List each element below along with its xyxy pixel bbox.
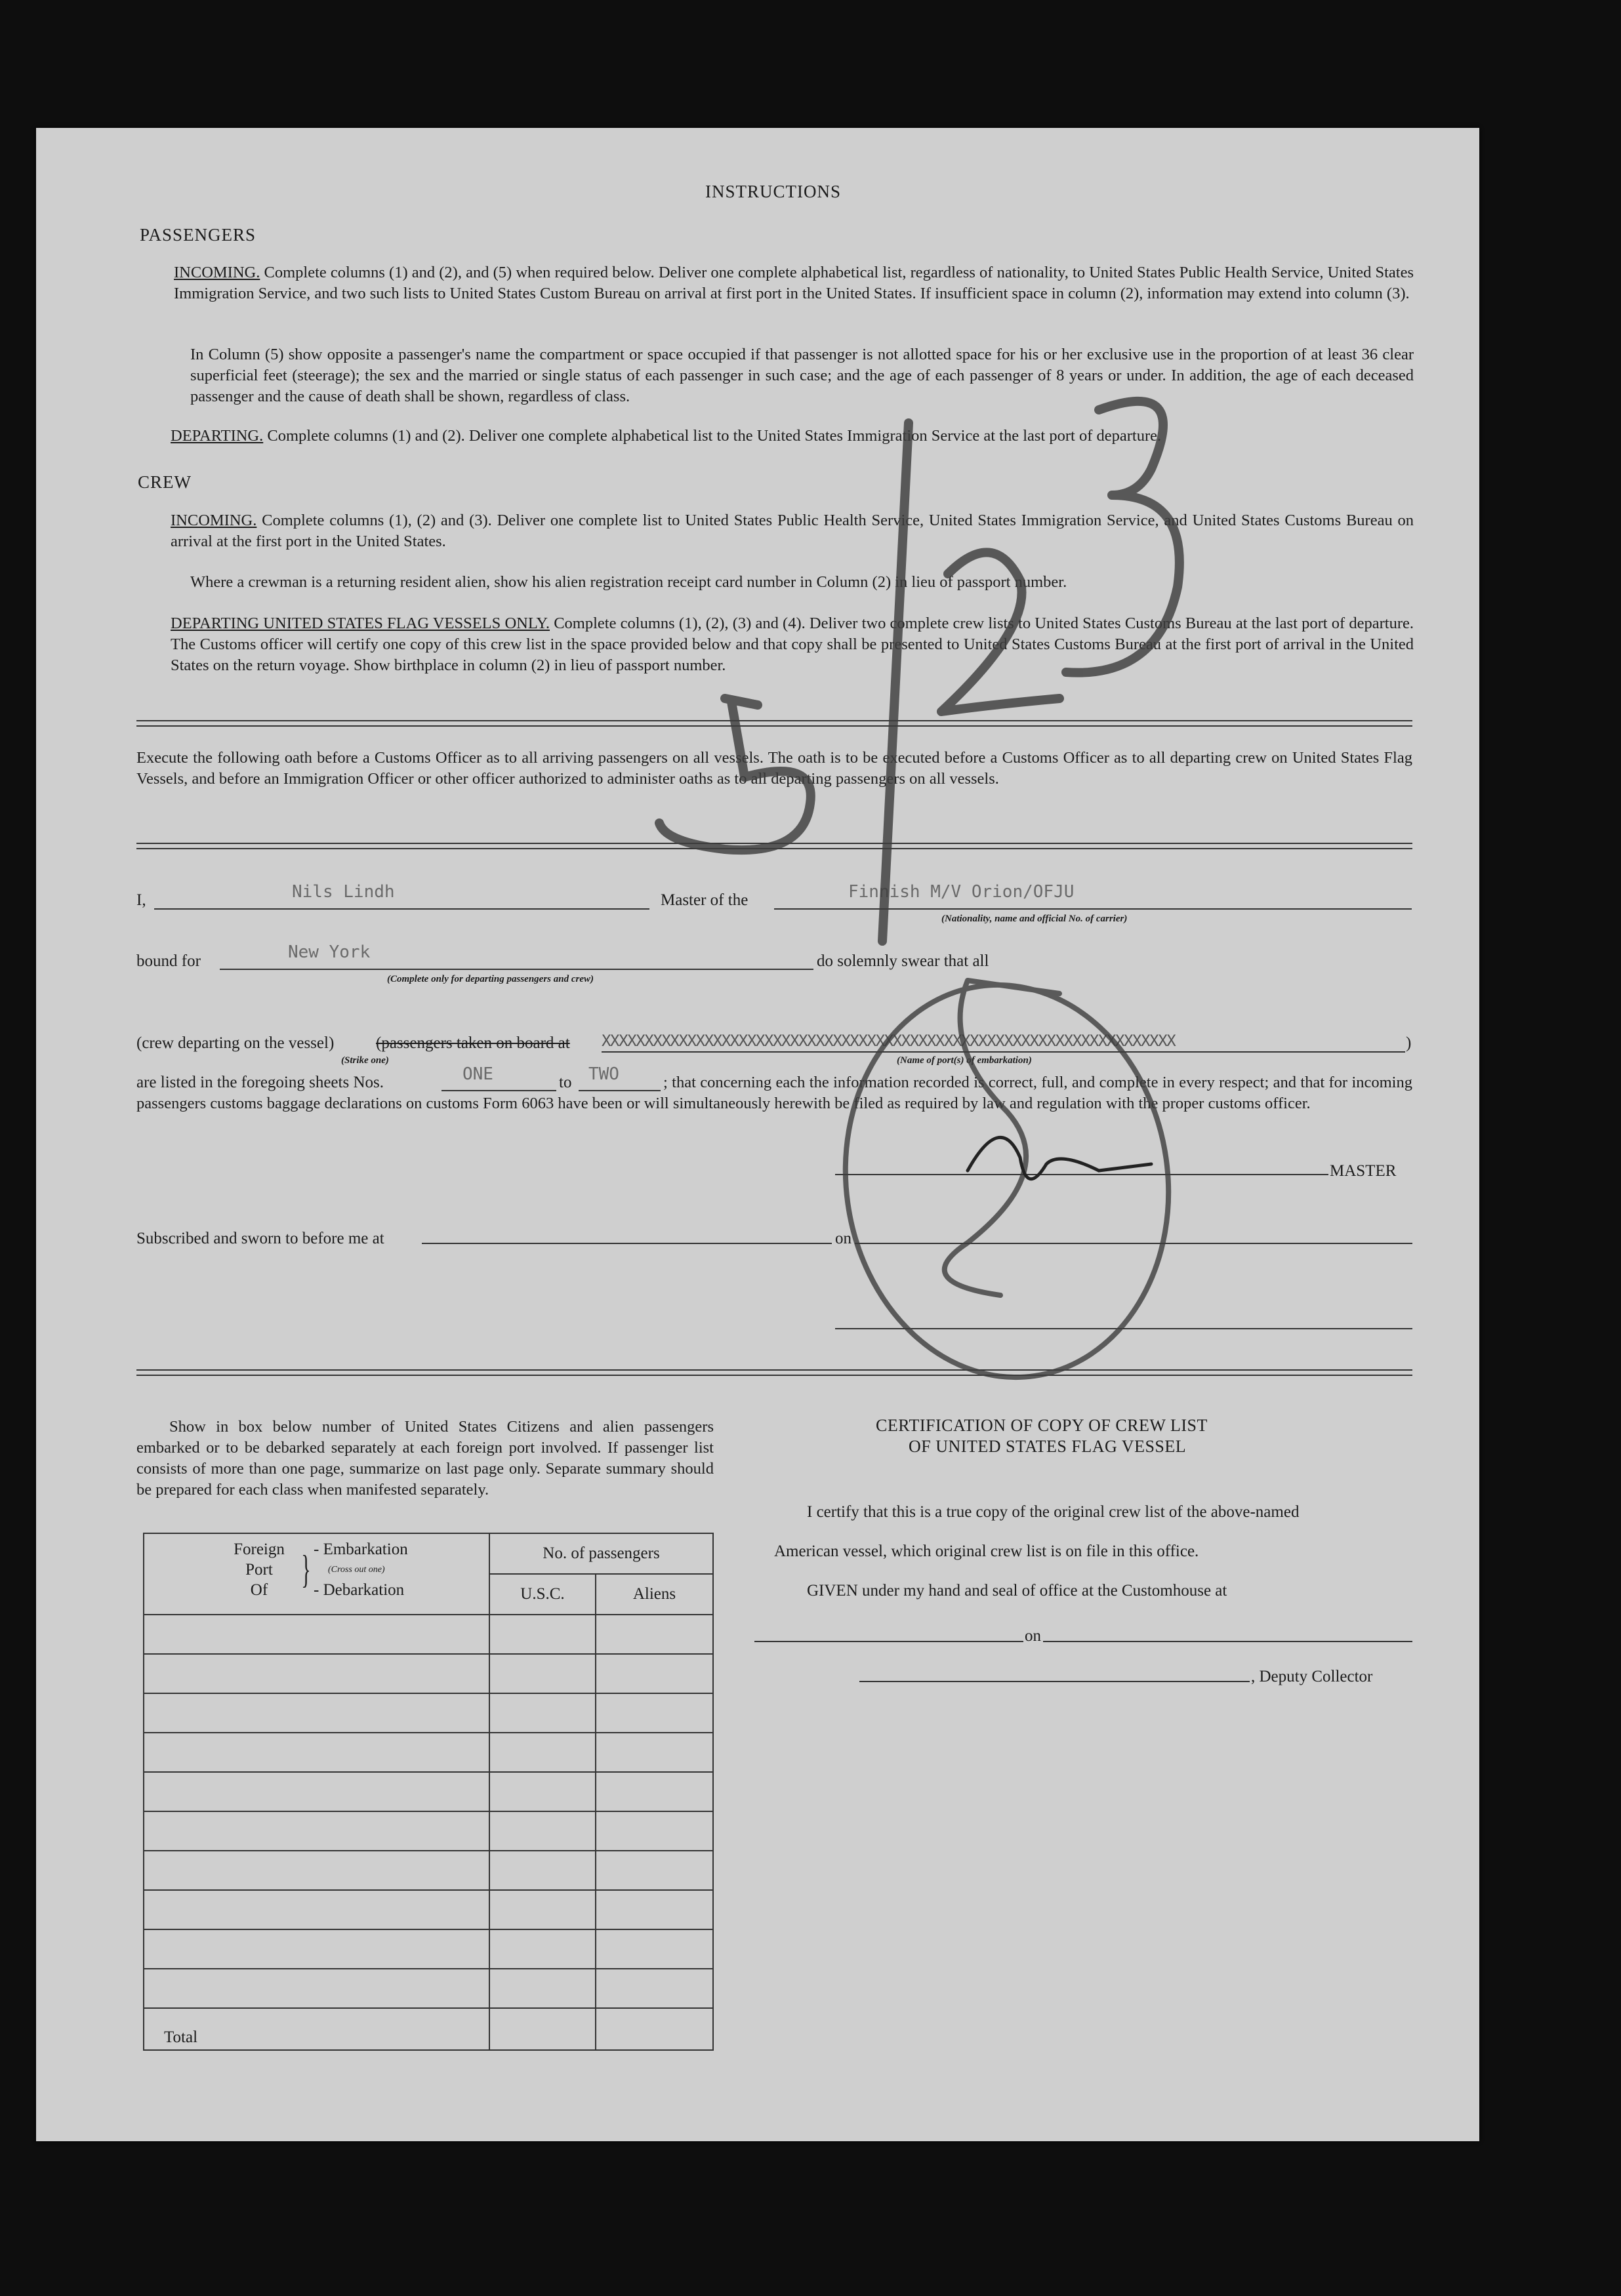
master-label: MASTER	[1330, 1162, 1397, 1180]
oath-intro: Execute the following oath before a Customs Officer as to all arriving passengers on all vessels. The oath is to be executed before a Customs Officer as to all departing crew on United States Flag Vessels, and before an Immigration Officer or other officer authorized to administer oaths as to all departing passengers on all vessels.	[136, 749, 1412, 788]
divider-3	[136, 1369, 1412, 1376]
ports-caption: (Name of port(s) of embarkation)	[897, 1055, 1032, 1066]
swear-text: do solemnly swear that all	[817, 952, 989, 970]
crew-departing-text: Complete columns (1), (2), (3) and (4). Deliver two complete crew lists to United States Customs Bureau at the last port of departure. The Customs officer will certify one copy of this crew list in the space provided below and that copy shall be presented to United States Customs Bureau at the first port of arrival in the United States on the return voyage. Show birthplace in column (2) in lieu of passport number.	[171, 614, 1414, 674]
vessel-caption: (Nationality, name and official No. of carrier)	[941, 914, 1128, 924]
col-embarkation: - Embarkation	[314, 1541, 408, 1558]
given-line: GIVEN under my hand and seal of office at the Customhouse at	[807, 1582, 1227, 1600]
usc-cell[interactable]	[489, 1851, 596, 1890]
usc-cell[interactable]	[489, 1615, 596, 1654]
col-port: Port	[245, 1561, 273, 1579]
form-page	[36, 128, 1479, 2141]
aliens-cell[interactable]	[596, 1811, 713, 1851]
destination-line	[220, 969, 813, 970]
bound-for-label: bound for	[136, 952, 201, 970]
usc-cell[interactable]	[489, 1811, 596, 1851]
passengers-heading: PASSENGERS	[140, 225, 256, 245]
passengers-departing-paragraph	[171, 426, 1414, 447]
crew-incoming-text: Complete columns (1), (2) and (3). Deliver one complete list to United States Public Health Service, United States Immigration Service, and United States Customs Bureau on arrival at the first port in the United States.	[171, 512, 1414, 550]
passenger-summary-table	[143, 1533, 714, 2051]
vessel-line	[774, 908, 1412, 910]
usc-cell[interactable]	[489, 1969, 596, 2008]
aliens-cell[interactable]	[596, 1615, 713, 1654]
port-cell[interactable]	[144, 1693, 489, 1733]
crew-departing-label: DEPARTING UNITED STATES FLAG VESSELS ONLY.	[171, 614, 550, 632]
master-signature-line	[835, 1174, 1328, 1175]
crew-incoming-paragraph	[171, 510, 1414, 552]
usc-cell[interactable]	[489, 1733, 596, 1772]
aliens-cell[interactable]	[596, 1969, 713, 2008]
aliens-cell[interactable]	[596, 1654, 713, 1693]
deputy-signature-line	[859, 1681, 1250, 1682]
passengers-incoming-text: Complete columns (1) and (2), and (5) when required below. Deliver one complete alphabetical list, regardless of nationality, to United States Public Health Service, United States Immigration Service, and two such lists to United States Custom Bureau on arrival at first port in the United States. If insufficient space in column (2), information may extend into column (3).	[174, 264, 1414, 302]
table-row	[144, 1851, 713, 1890]
crew-departing-paragraph	[171, 613, 1414, 676]
ports-close-paren: )	[1406, 1034, 1412, 1052]
brace-icon: }	[301, 1548, 311, 1591]
table-row	[144, 1693, 713, 1733]
crew-heading: CREW	[138, 472, 192, 492]
divider-1	[136, 720, 1412, 727]
table-row	[144, 1890, 713, 1929]
to-label: to	[559, 1074, 572, 1091]
deputy-collector-label: , Deputy Collector	[1251, 1668, 1373, 1685]
usc-cell[interactable]	[489, 1890, 596, 1929]
table-row	[144, 1615, 713, 1654]
port-cell[interactable]	[144, 1733, 489, 1772]
divider-2	[136, 843, 1412, 849]
aliens-cell[interactable]	[596, 1890, 713, 1929]
passengers-incoming-label: INCOMING.	[174, 264, 260, 281]
table-row	[144, 1811, 713, 1851]
usc-header: U.S.C.	[489, 1574, 596, 1615]
subscribed-on-label: on	[835, 1230, 852, 1247]
certify-line-1: I certify that this is a true copy of the original crew list of the above-named	[807, 1503, 1300, 1521]
crew-incoming-label: INCOMING.	[171, 512, 257, 529]
port-cell[interactable]	[144, 1615, 489, 1654]
officer-signature-line	[835, 1328, 1412, 1329]
port-cell[interactable]	[144, 1772, 489, 1811]
circled-mark	[821, 964, 1194, 1398]
aliens-cell[interactable]	[596, 1851, 713, 1890]
listed-text: ; that concerning each the information recorded is correct, full, and complete in every respect; and that for incoming passengers customs baggage declarations on customs Form 6063 have been or will simultaneously herewith be filed as required by law and regulation with the proper customs officer.	[136, 1074, 1412, 1112]
destination-field[interactable]: New York	[288, 942, 371, 962]
master-name-field[interactable]: Nils Lindh	[292, 882, 395, 902]
master-of-label: Master of the	[661, 891, 749, 909]
i-label: I,	[136, 891, 146, 909]
port-cell[interactable]	[144, 1929, 489, 1969]
col-of: Of	[250, 1581, 268, 1599]
port-cell[interactable]	[144, 1851, 489, 1890]
aliens-cell[interactable]	[596, 1929, 713, 1969]
total-row	[144, 2008, 713, 2050]
subscribed-place-line	[422, 1243, 832, 1244]
usc-cell[interactable]	[489, 1654, 596, 1693]
listed-label: are listed in the foregoing sheets Nos.	[136, 1074, 384, 1091]
struck-out-ports: XXXXXXXXXXXXXXXXXXXXXXXXXXXXXXXXXXXXXXXXXXXXXXXXXXXXXXXXXXXXXXXXXXX	[602, 1032, 1176, 1050]
certification-heading-1: CERTIFICATION OF COPY OF CREW LIST	[876, 1416, 1208, 1435]
table-row	[144, 1772, 713, 1811]
aliens-total-cell[interactable]	[596, 2008, 713, 2050]
certification-heading-2: OF UNITED STATES FLAG VESSEL	[909, 1437, 1187, 1456]
crew-returning-paragraph: Where a crewman is a returning resident alien, show his alien registration receipt card number in Column (2) in lieu of passport number.	[190, 573, 1067, 591]
usc-total-cell[interactable]	[489, 2008, 596, 2050]
no-passengers-header: No. of passengers	[489, 1533, 713, 1574]
total-label: Total	[164, 2028, 198, 2046]
port-column-header	[144, 1533, 489, 1615]
column5-paragraph: In Column (5) show opposite a passenger's name the compartment or space occupied if that passenger is not allotted space for his or her exclusive use in the proportion of at least 36 clear superficial feet (steerage); the sex and the married or single status of each passenger in such case; and the age of each passenger of 8 years or under. In addition, the age of each deceased passenger and the cause of death shall be shown, regardless of class.	[190, 346, 1414, 405]
table-row	[144, 1654, 713, 1693]
port-cell[interactable]	[144, 1969, 489, 2008]
ports-line	[602, 1051, 1405, 1053]
aliens-cell[interactable]	[596, 1693, 713, 1733]
master-name-line	[154, 908, 649, 910]
sheet-from-field[interactable]: ONE	[462, 1064, 493, 1084]
usc-cell[interactable]	[489, 1772, 596, 1811]
port-cell[interactable]	[144, 1654, 489, 1693]
summary-instructions: Show in box below number of United States Citizens and alien passengers embarked or to be debarked separately at each foreign port involved. If passenger list consists of more than one page, summarize on last page only. Separate summary should be prepared for each class when manifested separately.	[136, 1418, 714, 1499]
port-cell[interactable]	[144, 1811, 489, 1851]
passengers-departing-text: Complete columns (1) and (2). Deliver one complete alphabetical list to the United States Immigration Service at the last port of departure.	[267, 427, 1162, 445]
aliens-cell[interactable]	[596, 1772, 713, 1811]
destination-caption: (Complete only for departing passengers and crew)	[387, 974, 594, 984]
crew-departing-option: (crew departing on the vessel)	[136, 1034, 335, 1052]
total-label-cell	[144, 2008, 489, 2050]
certify-line-2: American vessel, which original crew list is on file in this office.	[774, 1542, 1199, 1560]
subscribed-label: Subscribed and sworn to before me at	[136, 1230, 384, 1247]
aliens-header: Aliens	[596, 1574, 713, 1615]
passengers-taken-option: (passengers taken on board at	[376, 1034, 570, 1052]
passengers-departing-label: DEPARTING.	[171, 427, 264, 445]
sheet-to-field[interactable]: TWO	[588, 1064, 619, 1084]
col-debarkation: - Debarkation	[314, 1581, 405, 1599]
usc-cell[interactable]	[489, 1693, 596, 1733]
subscribed-date-line	[855, 1243, 1412, 1244]
table-row	[144, 1929, 713, 1969]
table-row	[144, 1969, 713, 2008]
table-row	[144, 1733, 713, 1772]
vessel-field[interactable]: Finnish M/V Orion/OFJU	[848, 882, 1075, 902]
col-cross: (Cross out one)	[328, 1565, 385, 1575]
master-signature	[968, 1137, 1151, 1178]
page-title: INSTRUCTIONS	[705, 182, 842, 201]
usc-cell[interactable]	[489, 1929, 596, 1969]
cert-date-line	[1043, 1641, 1412, 1642]
cert-on-label: on	[1025, 1627, 1041, 1645]
aliens-cell[interactable]	[596, 1733, 713, 1772]
passengers-incoming-paragraph	[174, 262, 1414, 304]
port-cell[interactable]	[144, 1890, 489, 1929]
strike-caption: (Strike one)	[341, 1055, 389, 1066]
col-foreign: Foreign	[234, 1541, 285, 1558]
customhouse-line	[754, 1641, 1023, 1642]
